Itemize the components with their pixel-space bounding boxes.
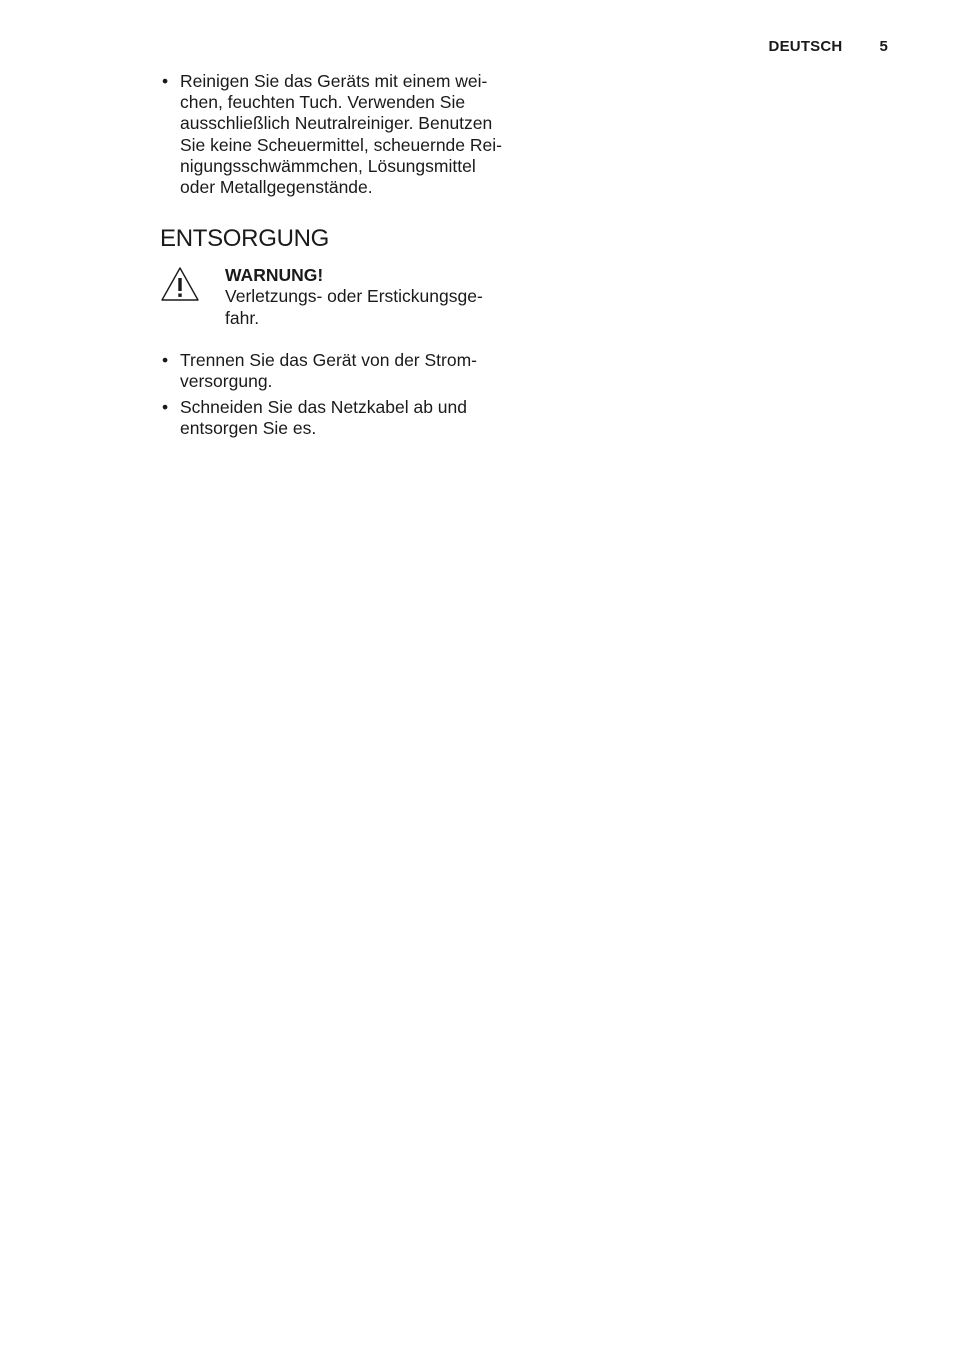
- disposal-item-text: Schneiden Sie das Netzkabel ab und entsorgen Sie es.: [180, 397, 468, 439]
- list-item: [160, 397, 520, 439]
- warning-title: WARNUNG!: [225, 265, 324, 286]
- cleaning-item-text: Reinigen Sie das Geräts mit einem wei- chen, feuchten Tuch. Verwenden Sie ausschließlich Neutralreiniger. Benutzen Sie keine Scheuermittel, scheuernde Rei- nigungsschwämmchen, Lösungsmittel oder Metallgegenstände.: [180, 71, 502, 198]
- list-item: [160, 71, 520, 198]
- warning-message: [225, 286, 483, 328]
- page-content: [160, 71, 520, 445]
- warning-content: [225, 265, 483, 329]
- warning-box: [160, 265, 520, 329]
- warning-triangle-icon: [160, 266, 200, 302]
- section-title-disposal: ENTSORGUNG: [160, 225, 330, 253]
- page-header: [769, 38, 888, 55]
- disposal-list: [160, 350, 520, 440]
- cleaning-list: [160, 71, 520, 198]
- warning-message-text: Verletzungs- oder Erstickungsge- fahr.: [225, 286, 483, 328]
- page-number: 5: [879, 38, 888, 55]
- disposal-item-text: Trennen Sie das Gerät von der Strom- versorgung.: [180, 349, 477, 392]
- header-language: DEUTSCH: [768, 38, 843, 55]
- list-item: [160, 350, 520, 392]
